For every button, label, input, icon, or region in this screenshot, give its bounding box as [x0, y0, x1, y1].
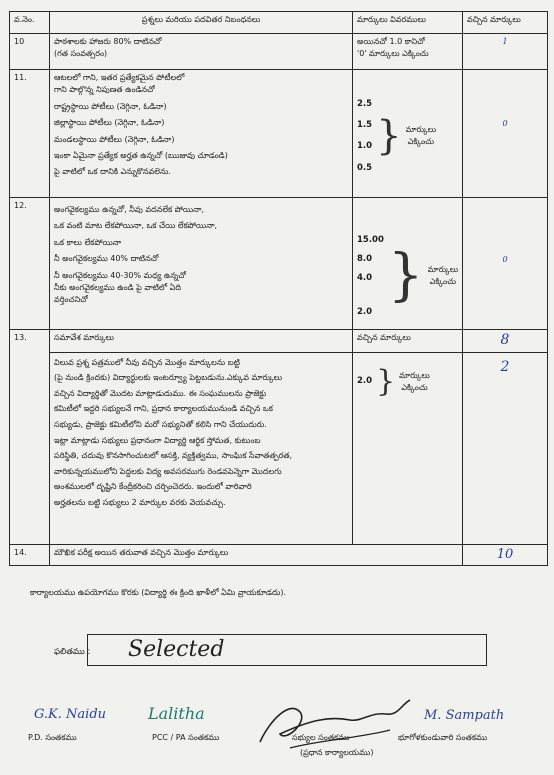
criteria-line: కమిటీలో ఇద్దరి సభ్యులనే గాని, ప్రధాన కార్యాలయమునుండి వచ్చిన ఒక	[54, 404, 273, 414]
brace-icon: }	[376, 113, 402, 160]
criteria-line: ఒక వంటి మాట లేకపోయినా, ఒక చేయి లేకపోయినా,	[54, 221, 218, 231]
details-value: 2.5	[357, 99, 373, 109]
row-criteria-head: సమావేశ మార్కులు	[50, 330, 353, 353]
table-row	[10, 544, 548, 565]
details-value: 4.0	[357, 273, 373, 284]
signature-mark: M. Sampath	[424, 708, 505, 723]
details-label: మార్కులు	[405, 125, 437, 135]
awarded-marks: 0	[463, 198, 548, 330]
criteria-line: మండలస్థాయి పోటీలు (నెగ్గినా, ఓడినా)	[54, 134, 175, 144]
details-label: ఎక్కించు	[407, 137, 435, 147]
criteria-line: ఆటలలో గాని, ఇతర ప్రత్యేకమైన పోటీలలో	[54, 73, 185, 82]
details-label: ఎక్కించు	[429, 277, 457, 287]
criteria-line: అంగవైకల్యము ఉన్నచో, నీవు వదనలేక పోయినా,	[54, 205, 205, 214]
details-label: ఎక్కించు	[401, 382, 428, 392]
details-label: మార్కులు	[427, 265, 459, 275]
awarded-marks: 2	[463, 352, 548, 544]
criteria-line: అర్హతలను బట్టి సభ్యులు 2 మార్కుల వరకు వెయవచ్చు.	[54, 498, 226, 508]
criteria-line: నీ అంగవైకల్యము 40% దాటినచో	[54, 254, 159, 264]
header-details: మార్కులు వివరములు	[353, 12, 463, 34]
row-criteria	[50, 352, 353, 544]
details-value: 2.0	[357, 376, 373, 387]
header-criteria: ప్రశ్నలు మరియు పదవితర నిబంధనలు	[50, 12, 353, 34]
criteria-line: ఇంకా ఏమైనా ప్రత్యేక అర్హత ఉన్నచో (ఋజువు చూడండి)	[54, 150, 228, 160]
row-details	[353, 198, 463, 330]
criteria-line: ఒక కాలు లేకపోయినా	[54, 237, 122, 247]
criteria-line: నీకు అంగవైకల్యము ఉండి పై వాటిలో ఏది	[54, 282, 182, 292]
awarded-marks: 10	[463, 544, 548, 565]
row-criteria	[50, 34, 353, 70]
criteria-line: వచ్చిన విద్యార్థితో మొదట మాట్లాడుదుము. ఈ సంఘములను ప్రాజెక్టు	[54, 388, 267, 398]
criteria-line: పాఠశాలకు హాజరు 80% దాటినచో	[54, 37, 162, 46]
signature-mark: G.K. Naidu	[34, 707, 107, 722]
criteria-line: అంశములలో దృష్టిని కేంద్రీకరించి చర్చించెదరు. ఇందులో వారివారి	[54, 482, 252, 492]
table-row	[10, 352, 548, 544]
details-value: 1.5	[357, 120, 373, 131]
row-details	[353, 34, 463, 70]
brace-icon: }	[376, 363, 396, 399]
awarded-marks: 0	[463, 70, 548, 198]
details-label: మార్కులు	[399, 370, 430, 380]
header-no: వ.నెం.	[10, 12, 50, 34]
criteria-line: నీ అంగవైకల్యము 40-30% మధ్య ఉన్నచో	[54, 270, 186, 280]
row-details	[353, 70, 463, 198]
office-sub-label: (ప్రధాన కార్యాలయము)	[300, 748, 374, 757]
details-value: 2.0	[357, 306, 373, 317]
row-number: 12.	[10, 198, 50, 330]
criteria-line: (పై నుండి క్రిందకు) విద్యార్థులకు ఇంటర్వ్యూ పెట్టబడును.ఎక్కువ మార్కులు	[54, 373, 283, 383]
awarded-marks: 8	[463, 330, 548, 353]
result-box	[87, 634, 487, 666]
details-value: 0.5	[357, 162, 373, 173]
criteria-line: రాష్ట్రస్థాయి పోటీలు (నెగ్గినా, ఓడినా)	[54, 101, 167, 111]
criteria-line: వారికున్నయములోని పెద్దలకు విద్య అవసరముగు రెండవపెన్నెగా మొదలగు	[54, 466, 282, 476]
details-value: 8.0	[357, 254, 373, 265]
office-use-note: కార్యాలయము ఉపయోగము కొరకు (విద్యార్థి ఈ క్రింది ఖాళీలో ఏమి వ్రాయకూడదు).	[30, 588, 287, 597]
criteria-line: గాని పాల్గొన్న నిపుణత ఉండినచో	[54, 85, 155, 95]
result-value: Selected	[128, 637, 225, 662]
table-row	[10, 330, 548, 353]
signature-label: P.D. సంతకము	[28, 733, 77, 742]
row-number: 13.	[10, 330, 50, 545]
awarded-marks: 1	[463, 34, 548, 70]
result-label: ఫలితము :	[54, 647, 91, 657]
signature-label: PCC / PA సంతకము	[152, 733, 220, 742]
details-line: అయినచో 1.0 కానిచో	[357, 37, 425, 46]
row-details	[353, 352, 463, 544]
row-criteria	[50, 198, 353, 330]
row-criteria: మౌఖిక పరీక్ష అయిన తరువాత వచ్చిన మొత్తం మార్కులు	[50, 544, 463, 565]
signature-label: సభ్యుల సంతకము	[292, 733, 350, 742]
details-line: '0' మార్కులు ఎక్కించు	[357, 49, 429, 59]
criteria-line: వర్తించనిచో	[54, 295, 88, 305]
row-criteria	[50, 70, 353, 198]
details-value: 1.0	[357, 141, 373, 152]
criteria-line: (గత సంవత్సరం)	[54, 49, 108, 59]
criteria-line: పరిస్థితి, చదువు కొనసాగించుటలో ఆసక్తి, వ్యక్తిత్వము, సాంఘిక సేవాతత్పరత,	[54, 451, 293, 461]
criteria-line: ఇట్లా మాట్లాడు సభ్యులు ప్రధానంగా విద్యార్థి ఆర్థిక స్తోమత, కుటుంబ	[54, 435, 261, 445]
header-awarded: వచ్చిన మార్కులు	[463, 12, 548, 34]
signature-mark: Lalitha	[148, 704, 205, 723]
brace-icon: }	[387, 243, 424, 309]
criteria-line: జిల్లాస్థాయి పోటీలు (నెగ్గినా, ఓడినా)	[54, 118, 165, 128]
row-details-head: వచ్చిన మార్కులు	[353, 330, 463, 353]
criteria-line: సభ్యుడు, ప్రాజెక్టు కమిటీలోని మరో సభ్యునితో కలిసి గాని చేయుదురు.	[54, 420, 267, 430]
criteria-line: పై వాటిలో ఒక దానికి ఎన్నుకొనవలెను.	[54, 167, 171, 177]
details-value: 15.00	[357, 235, 384, 245]
table-row	[10, 70, 548, 198]
marks-table	[9, 11, 548, 566]
table-row	[10, 34, 548, 70]
row-number: 11.	[10, 70, 50, 198]
signature-label: భూగోళకుండువారి సంతకము	[398, 733, 488, 742]
row-number: 10	[10, 34, 50, 70]
table-header-row	[10, 12, 548, 34]
row-number: 14.	[10, 544, 50, 565]
table-row	[10, 198, 548, 330]
criteria-line: విలువ ప్రశ్న పత్రములో నీవు వచ్చిన మొత్తం మార్కులను బట్టి	[54, 357, 240, 367]
